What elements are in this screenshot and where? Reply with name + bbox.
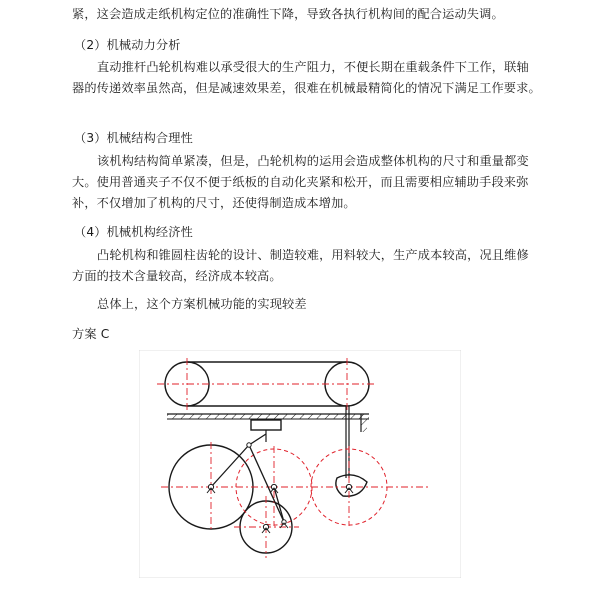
paragraph-line: 大。使用普通夹子不仅不便于纸板的自动化夹紧和松开，而且需要相应辅助手段来弥 — [72, 175, 529, 189]
paragraph-line: 补，不仅增加了机构的尺寸，还使得制造成本增加。 — [72, 196, 356, 210]
paragraph-line: 方面的技术含量较高，经济成本较高。 — [72, 269, 282, 283]
slider-block — [251, 420, 281, 430]
summary-line: 总体上，这个方案机械功能的实现较差 — [97, 297, 307, 311]
section-heading-dynamics: （2）机械动力分析 — [74, 38, 181, 52]
paragraph-line: 凸轮机构和锥圆柱齿轮的设计、制造较难，用料较大，生产成本较高，况且维修 — [97, 248, 529, 262]
scheme-label: 方案 C — [72, 327, 110, 341]
paragraph-line: 该机构结构简单紧凑，但是，凸轮机构的运用会造成整体机构的尺寸和重量都变 — [97, 154, 529, 168]
paragraph-line: 紧，这会造成走纸机构定位的准确性下降，导致各执行机构间的配合运动失调。 — [72, 7, 504, 21]
mechanism-diagram — [139, 350, 461, 578]
paragraph-line: 器的传递效率虽然高，但是减速效果差，很难在机械最精简化的情况下满足工作要求。 — [72, 81, 541, 95]
paragraph-line: 直动推杆凸轮机构难以承受很大的生产阻力，不便长期在重载条件下工作，联轴 — [97, 60, 529, 74]
section-heading-structure: （3）机械结构合理性 — [74, 131, 193, 145]
section-heading-economy: （4）机械机构经济性 — [74, 225, 193, 239]
mechanism-diagram-svg — [139, 350, 461, 578]
